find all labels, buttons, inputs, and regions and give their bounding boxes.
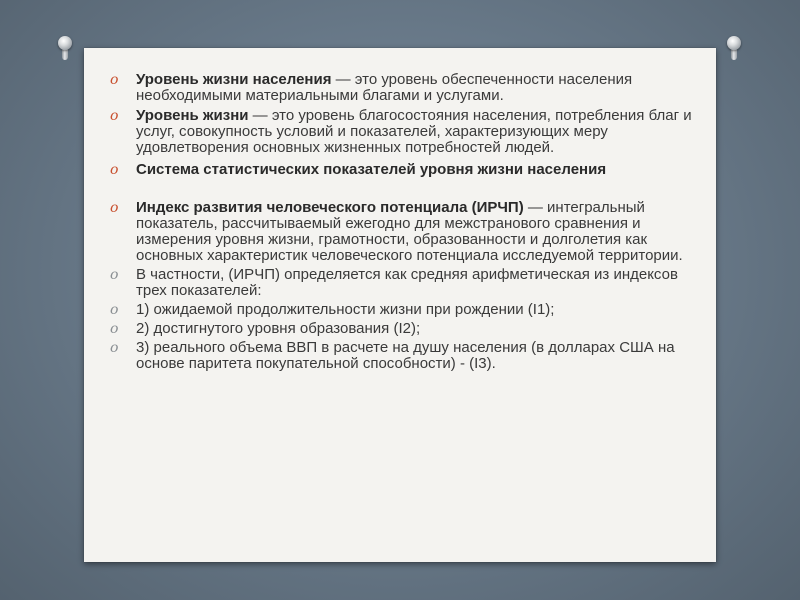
bullet-item-system-heading xyxy=(106,162,706,178)
bullet-marker-icon: o xyxy=(110,340,119,356)
bullet-text: — интегральный показатель, рассчитываемый ежегодно для межстранового сравнения и измерения уровня жизни, грамотности, образованности и долголетия как основных характеристик человеческого потенциала исследуемой территории. xyxy=(136,199,683,264)
bullet-marker-icon: o xyxy=(110,108,119,124)
bullet-text: 2) достигнутого уровня образования (I2); xyxy=(136,320,421,337)
bullet-text: — это уровень благосостояния населения, потребления благ и услуг, совокупность условий и показателей, характеризующих меру удовлетворения основных жизненных потребностей людей. xyxy=(136,107,692,156)
bullet-term: Уровень жизни xyxy=(136,107,249,124)
bullet-text: — это уровень обеспеченности населения необходимыми материальными благами и услугами. xyxy=(136,71,633,104)
bullet-marker-icon: o xyxy=(110,302,119,318)
bullet-term: Система статистических показателей уровня жизни населения xyxy=(136,161,607,178)
pushpin-icon-right xyxy=(727,36,741,60)
bullet-item-definition-living-level xyxy=(106,108,706,156)
bullet-marker-icon: o xyxy=(110,321,119,337)
bullet-item-definition-living-standard xyxy=(106,72,706,104)
bullet-item-indicator-1 xyxy=(106,302,706,318)
bullet-marker-icon: o xyxy=(110,200,119,216)
bullet-text: В частности, (ИРЧП) определяется как средняя арифметическая из индексов трех показателей: xyxy=(136,266,678,299)
bullet-marker-icon: o xyxy=(110,72,119,88)
bullet-term: Индекс развития человеческого потенциала (ИРЧП) xyxy=(136,199,524,216)
bullet-term: Уровень жизни населения xyxy=(136,71,332,88)
bullet-item-hdi-definition xyxy=(106,200,706,264)
bullet-item-indicator-3 xyxy=(106,340,706,372)
pushpin-icon-left xyxy=(58,36,72,60)
bullet-text: 3) реального объема ВВП в расчете на душу населения (в долларах США на основе паритета покупательной способности) - (I3). xyxy=(136,339,675,372)
bullet-item-hdi-calculation xyxy=(106,267,706,299)
bullet-item-indicator-2 xyxy=(106,321,706,337)
bullet-text: 1) ожидаемой продолжительности жизни при рождении (I1); xyxy=(136,301,555,318)
bullet-marker-icon: o xyxy=(110,162,119,178)
bullet-list xyxy=(106,72,706,372)
bullet-marker-icon: o xyxy=(110,267,119,283)
